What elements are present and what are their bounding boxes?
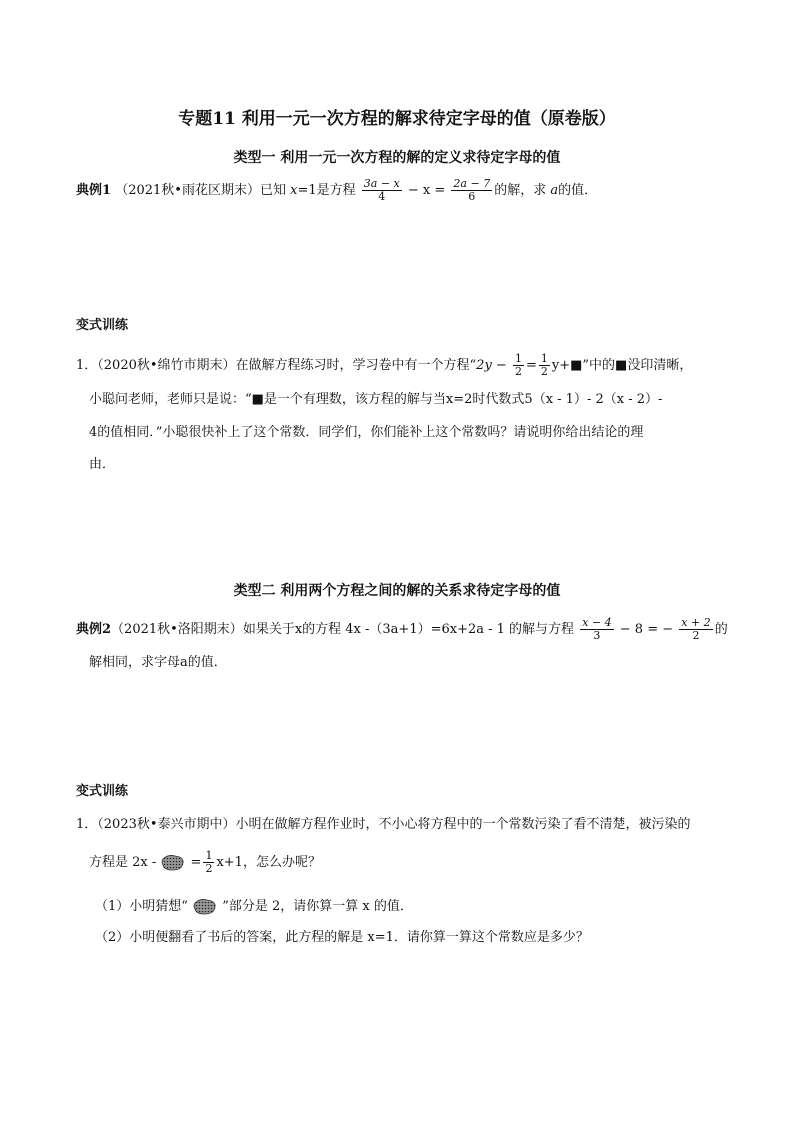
example2-fraction-1: $\frac{x - 4}{3}$ (582, 616, 612, 642)
page-title: 专题11 利用一元一次方程的解求待定字母的值（原卷版） (178, 109, 616, 129)
example1-label: 典例1 (76, 183, 112, 198)
example1-text-c: 的值． (558, 183, 598, 198)
example2: 典例2（2021秋•洛阳期末）如果关于x的方程 4x -（3a+1）=6x+2a - 1 的解与方程 $\frac{x - 4}{3}$ − 8 = − $\frac{x + 2}{2}$ 的 (76, 616, 728, 642)
example1-var-x: x (290, 183, 298, 198)
practice1-label: 变式训练 (76, 318, 129, 333)
example2-line2: 解相同，求字母a的值． (89, 655, 227, 670)
practice2-q1-sub2: （2）小明便翻看了书后的答案，此方程的解是 x=1．请你算一算这个常数应是多少？ (95, 930, 589, 945)
practice2-label: 变式训练 (76, 784, 129, 799)
example1-var-a: a (550, 183, 559, 198)
type1-heading: 类型一 利用一元一次方程的解的定义求待定字母的值 (233, 150, 561, 166)
example1-source: （2021秋•雨花区期末） (115, 183, 260, 198)
example2-fraction-2: $\frac{x + 2}{2}$ (681, 616, 711, 642)
type2-heading: 类型二 利用两个方程之间的解的关系求待定字母的值 (233, 583, 561, 599)
practice1-q1-line2: 小聪问老师，老师只是说：“■是一个有理数，该方程的解与当x=2时代数式5（x - 1）- 2（x - 2）- (89, 392, 663, 407)
ink-blot-icon (160, 854, 186, 872)
practice1-q1-line4: 由． (89, 457, 116, 472)
example2-text-a: 如果关于x的方程 4x -（3a+1）=6x+2a - 1 的解与方程 (242, 622, 575, 637)
practice1-q1-line1: 1．（2020秋•绵竹市期末）在做解方程练习时，学习卷中有一个方程“2y − $\frac{1}{2}$ = $\frac{1}{2}$ y+■”中的■没印清晰， (76, 352, 693, 378)
practice2-q1-line1: 1．（2023秋•泰兴市期中）小明在做解方程作业时，不小心将方程中的一个常数污染了看不清楚，被污染的 (76, 817, 691, 832)
example1-fraction-2: $\frac{2a - 7}{6}$ (453, 177, 491, 203)
example2-source: （2021秋•洛阳期末） (111, 622, 243, 637)
practice2-q1-line2: 方程是 2x - = $\frac{1}{2}$ x+1，怎么办呢？ (89, 849, 321, 875)
example1 (76, 178, 597, 203)
practice2-q1-half: $\frac{1}{2}$ (205, 849, 213, 875)
practice2-q1-sub1: （1）小明猜想“ ”部分是 2，请你算一算 x 的值． (95, 899, 413, 914)
practice1-q1-line3: 4的值相同．”小聪很快补上了这个常数．同学们，你们能补上这个常数吗？请说明你给出结论的理 (89, 425, 644, 440)
example1-text-b: 的解，求 (494, 183, 547, 198)
example1-fraction-1: $\frac{3a - x}{4}$ (363, 177, 400, 203)
practice1-q1-half-2: $\frac{1}{2}$ (540, 352, 548, 378)
example1-text-a: 已知 (259, 183, 286, 198)
example1-minus-x: − x = (407, 183, 446, 198)
ink-blot-icon (192, 898, 218, 916)
practice1-q1-half-1: $\frac{1}{2}$ (514, 352, 522, 378)
example2-label: 典例2 (76, 622, 112, 637)
example1-eq-x: =1是方程 (297, 183, 356, 198)
